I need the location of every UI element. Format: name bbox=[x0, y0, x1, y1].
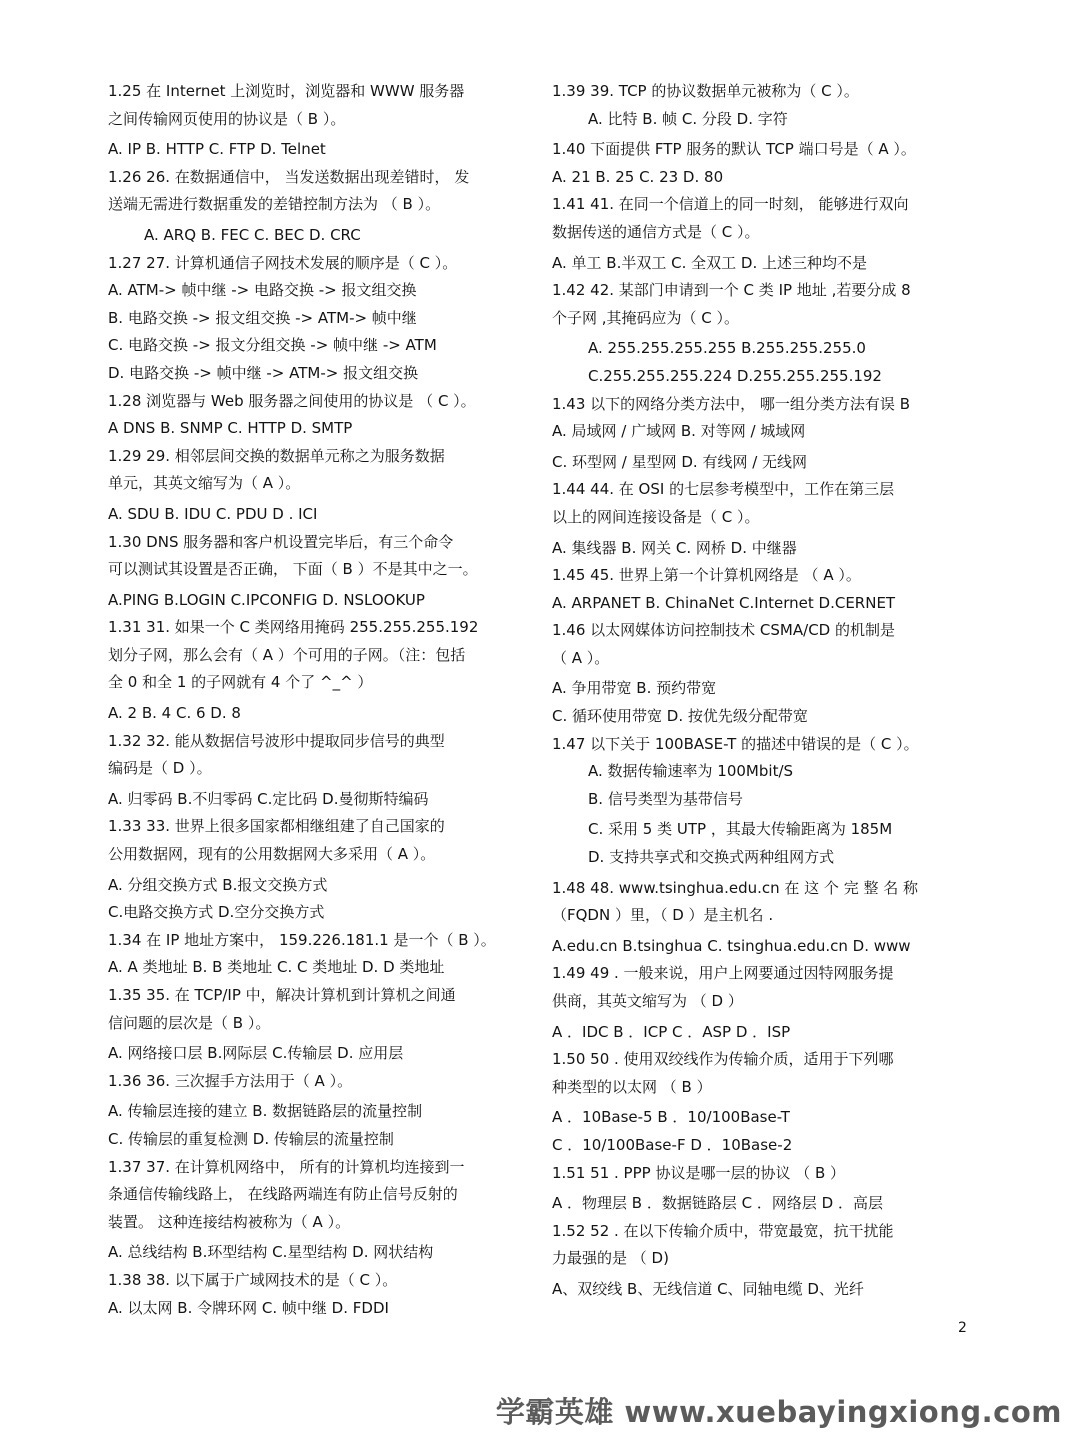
text-line: A. 归零码 B.不归零码 C.定比码 D.曼彻斯特编码 bbox=[108, 789, 429, 808]
text-line: 1.49 49 . 一般来说，用户上网要通过因特网服务提 bbox=[552, 964, 894, 983]
text-line: 1.35 35. 在 TCP/IP 中，解决计算机到计算机之间通 bbox=[108, 986, 456, 1004]
text-line: A. 255.255.255.255 B.255.255.255.0 bbox=[588, 339, 866, 358]
text-line: 信问题的层次是（ B ）。 bbox=[108, 1013, 271, 1032]
text-line: A.PING B.LOGIN C.IPCONFIG D. NSLOOKUP bbox=[108, 590, 425, 609]
text-line: A.edu.cn B.tsinghua C. tsinghua.edu.cn D. www bbox=[552, 936, 911, 955]
text-line: A. IP B. HTTP C. FTP D. Telnet bbox=[108, 140, 326, 159]
text-line: （FQDN ）里，（ D ）是主机名 . bbox=[552, 906, 774, 925]
text-line: A. 网络接口层 B.网际层 C.传输层 D. 应用层 bbox=[108, 1044, 404, 1063]
text-line: 1.51 51 . PPP 协议是哪一层的协议 （ B ） bbox=[552, 1163, 846, 1182]
text-line: C. 环型网 / 星型网 D. 有线网 / 无线网 bbox=[552, 452, 808, 471]
text-line: 1.30 DNS 服务器和客户机设置完毕后，有三个命令 bbox=[108, 532, 454, 551]
text-line: 装置。 这种连接结构被称为（ A ）。 bbox=[108, 1212, 351, 1231]
text-line: A、双绞线 B、无线信道 C、同轴电缆 D、光纤 bbox=[552, 1279, 864, 1298]
text-line: 1.42 42. 某部门申请到一个 C 类 IP 地址 ,若要分成 8 bbox=[552, 281, 911, 300]
text-line: 1.31 31. 如果一个 C 类网络用掩码 255.255.255.192 bbox=[108, 618, 479, 637]
text-line: 1.27 27. 计算机通信子网技术发展的顺序是（ C ）。 bbox=[108, 253, 458, 272]
text-line: 供商，其英文缩写为 （ D ） bbox=[552, 992, 743, 1010]
text-line: A. 比特 B. 帧 C. 分段 D. 字符 bbox=[588, 109, 788, 128]
text-line: 1.44 44. 在 OSI 的七层参考模型中，工作在第三层 bbox=[552, 480, 895, 499]
text-line: 1.34 在 IP 地址方案中， 159.226.181.1 是一个（ B ）。 bbox=[108, 930, 496, 949]
text-line: D. 电路交换 -> 帧中继 -> ATM-> 报文组交换 bbox=[108, 363, 419, 382]
text-line: 全 0 和全 1 的子网就有 4 个了 ^_^ ） bbox=[108, 673, 373, 692]
text-line: A. 集线器 B. 网关 C. 网桥 D. 中继器 bbox=[552, 538, 797, 557]
text-line: 1.28 浏览器与 Web 服务器之间使用的协议是 （ C ）。 bbox=[108, 391, 476, 410]
text-line: A DNS B. SNMP C. HTTP D. SMTP bbox=[108, 419, 353, 438]
text-line: 1.36 36. 三次握手方法用于（ A ）。 bbox=[108, 1071, 353, 1090]
text-line: C. 传输层的重复检测 D. 传输层的流量控制 bbox=[108, 1129, 394, 1148]
text-line: 1.52 52 . 在以下传输介质中，带宽最宽，抗干扰能 bbox=[552, 1221, 894, 1240]
text-line: A ．10Base-5 B ．10/100Base-T bbox=[552, 1108, 790, 1127]
text-line: 力最强的是 （ D) bbox=[552, 1249, 669, 1268]
text-line: B. 电路交换 -> 报文组交换 -> ATM-> 帧中继 bbox=[108, 308, 417, 327]
text-line: D. 支持共享式和交换式两种组网方式 bbox=[588, 848, 835, 867]
text-line: A. SDU B. IDU C. PDU D . ICI bbox=[108, 504, 318, 523]
text-line: 可以测试其设置是否正确， 下面（ B ）不是其中之一。 bbox=[108, 560, 478, 579]
text-line: 1.29 29. 相邻层间交换的数据单元称之为服务数据 bbox=[108, 446, 445, 465]
text-line: A. ATM-> 帧中继 -> 电路交换 -> 报文组交换 bbox=[108, 281, 417, 300]
text-line: 1.40 下面提供 FTP 服务的默认 TCP 端口号是（ A ）。 bbox=[552, 140, 916, 159]
text-line: 种类型的以太网 （ B ） bbox=[552, 1077, 712, 1096]
text-line: A. ARPANET B. ChinaNet C.Internet D.CERNET bbox=[552, 593, 896, 612]
text-line: A. 2 B. 4 C. 6 D. 8 bbox=[108, 704, 241, 723]
text-line: C.255.255.255.224 D.255.255.255.192 bbox=[588, 366, 882, 385]
text-line: A. 21 B. 25 C. 23 D. 80 bbox=[552, 167, 724, 186]
text-line: A ．IDC B ．ICP C ．ASP D ．ISP bbox=[552, 1022, 791, 1041]
text-line: 1.48 48. www.tsinghua.edu.cn 在 这 个 完 整 名 称 bbox=[552, 878, 919, 897]
text-line: C. 电路交换 -> 报文分组交换 -> 帧中继 -> ATM bbox=[108, 336, 437, 355]
left-column bbox=[108, 78, 523, 1322]
text-line: A. 局域网 / 广域网 B. 对等网 / 城域网 bbox=[552, 422, 806, 441]
text-line: A. 总线结构 B.环型结构 C.星型结构 D. 网状结构 bbox=[108, 1243, 434, 1262]
text-line: 1.32 32. 能从数据信号波形中提取同步信号的典型 bbox=[108, 731, 445, 750]
text-line: 1.41 41. 在同一个信道上的同一时刻， 能够进行双向 bbox=[552, 195, 909, 214]
text-line: A ．物理层 B ．数据链路层 C ．网络层 D ．高层 bbox=[552, 1194, 883, 1213]
text-line: A. ARQ B. FEC C. BEC D. CRC bbox=[144, 225, 361, 244]
text-line: 1.45 45. 世界上第一个计算机网络是 （ A ）。 bbox=[552, 566, 861, 585]
text-line: C. 循环使用带宽 D. 按优先级分配带宽 bbox=[552, 707, 808, 726]
text-line: 1.39 39. TCP 的协议数据单元被称为（ C ）。 bbox=[552, 82, 859, 100]
text-line: A. 传输层连接的建立 B. 数据链路层的流量控制 bbox=[108, 1102, 423, 1121]
text-line: A. A 类地址 B. B 类地址 C. C 类地址 D. D 类地址 bbox=[108, 958, 445, 977]
text-line: 1.47 以下关于 100BASE-T 的描述中错误的是（ C ）。 bbox=[552, 734, 919, 753]
text-line: 1.46 以太网媒体访问控制技术 CSMA/CD 的机制是 bbox=[552, 621, 895, 640]
text-line: B. 信号类型为基带信号 bbox=[588, 789, 743, 808]
text-line: A. 单工 B.半双工 C. 全双工 D. 上述三种均不是 bbox=[552, 253, 867, 272]
text-line: 单元，其英文缩写为（ A ）。 bbox=[108, 474, 301, 493]
text-line: A. 分组交换方式 B.报文交换方式 bbox=[108, 875, 328, 894]
text-line: 个子网 ,其掩码应为（ C ）。 bbox=[552, 308, 740, 327]
text-line: A. 以太网 B. 令牌环网 C. 帧中继 D. FDDI bbox=[108, 1298, 389, 1317]
text-line: 1.33 33. 世界上很多国家都相继组建了自己国家的 bbox=[108, 817, 445, 836]
text-line: A. 争用带宽 B. 预约带宽 bbox=[552, 679, 717, 698]
text-line: 1.25 在 Internet 上浏览时，浏览器和 WWW 服务器 bbox=[108, 82, 465, 100]
text-line: 划分子网，那么会有（ A ）个可用的子网。（注：包括 bbox=[108, 645, 466, 664]
text-line: 编码是（ D ）。 bbox=[108, 759, 212, 778]
text-line: A. 数据传输速率为 100Mbit/S bbox=[588, 762, 794, 781]
page-number: 2 bbox=[958, 1320, 967, 1336]
text-line: 数据传送的通信方式是（ C ）。 bbox=[552, 222, 760, 241]
text-line: 以上的网间连接设备是（ C ）。 bbox=[552, 507, 760, 526]
text-line: C. 采用 5 类 UTP ，其最大传输距离为 185M bbox=[588, 820, 893, 839]
text-line: （ A ）。 bbox=[552, 648, 610, 667]
text-line: C.电路交换方式 D.空分交换方式 bbox=[108, 903, 325, 922]
text-line: 送端无需进行数据重发的差错控制方法为 （ B ）。 bbox=[108, 195, 441, 214]
watermark: 学霸英雄 www.xuebayingxiong.com bbox=[495, 1395, 1062, 1429]
text-line: 1.50 50 . 使用双绞线作为传输介质，适用于下列哪 bbox=[552, 1050, 894, 1069]
text-line: 1.37 37. 在计算机网络中， 所有的计算机均连接到一 bbox=[108, 1157, 465, 1176]
text-line: 公用数据网，现有的公用数据网大多采用（ A ）。 bbox=[108, 845, 436, 864]
text-line: C ．10/100Base-F D ．10Base-2 bbox=[552, 1135, 793, 1154]
text-line: 1.38 38. 以下属于广域网技术的是（ C ）。 bbox=[108, 1270, 398, 1289]
right-column bbox=[552, 78, 967, 1304]
text-line: 之间传输网页使用的协议是（ B ）。 bbox=[108, 109, 346, 128]
text-line: 条通信传输线路上， 在线路两端连有防止信号反射的 bbox=[108, 1185, 458, 1204]
text-line: 1.26 26. 在数据通信中， 当发送数据出现差错时， 发 bbox=[108, 167, 470, 186]
text-line: 1.43 以下的网络分类方法中， 哪一组分类方法有误 B bbox=[552, 394, 910, 413]
